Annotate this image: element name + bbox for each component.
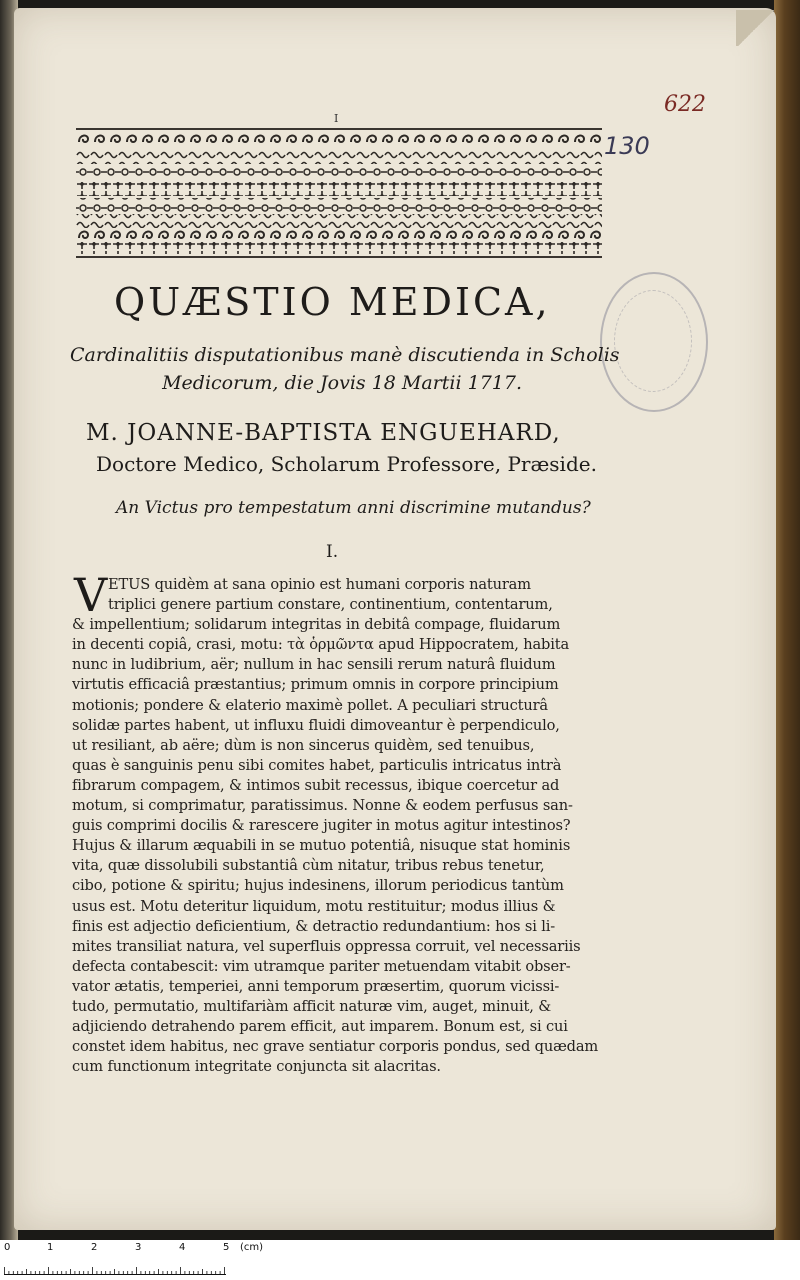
text-line: constet idem habitus, nec grave sentiatur corporis pondus, sed quædam: [72, 1038, 599, 1056]
text-line: motum, si comprimatur, paratissimus. Nonne & eodem perfusus san-: [72, 797, 573, 815]
text-line: cibo, potione & spiritu; hujus indesinens, illorum periodicus tantùm: [72, 877, 564, 895]
text-line: quas è sanguinis penu sibi comites habet, particulis intricatus intrà: [72, 756, 562, 774]
book-edge-right: [774, 0, 800, 1240]
subtitle-line: Medicorum, die Jovis 18 Martii 1717.: [162, 372, 522, 394]
signature-mark: I: [334, 112, 339, 125]
text-line: fibrarum compagem, & intimos subit recessus, ibique coercetur ad: [72, 776, 560, 794]
library-stamp-inner: [614, 290, 692, 392]
text-line: nunc in ludibrium, aër; nullum in hac sensili rerum naturâ fluidum: [72, 656, 556, 674]
text-line: cum functionum integritate conjuncta sit alacritas.: [72, 1058, 441, 1076]
handwritten-folio-number: 622: [664, 92, 706, 117]
text-line: finis est adjectio deficientium, & detractio redundantium: hos si li-: [72, 917, 556, 935]
text-line: in decenti copiâ, crasi, motu: τὰ ὁρμῶντα apud Hippocratem, habita: [72, 636, 570, 654]
text-line: tudo, permutatio, multifariàm afficit naturæ vim, auget, minuit, &: [72, 997, 552, 1015]
ruler-label: 0: [4, 1242, 11, 1253]
text-line: vator ætatis, temperiei, anni temporum præsertim, quorum vicissi-: [72, 977, 560, 995]
text-line: adjiciendo detrahendo parem efficit, aut imparem. Bonum est, si cui: [72, 1018, 568, 1036]
text-line: Hujus & illarum æquabili in se mutuo potentiâ, nisuque stat hominis: [72, 837, 571, 855]
ruler-unit: (cm): [240, 1242, 264, 1253]
subtitle-line: Cardinalitiis disputationibus manè discutienda in Scholis: [70, 344, 620, 366]
ruler-ticks: [4, 1266, 230, 1275]
ruler-label: 2: [91, 1242, 98, 1253]
text-line: ETUS quidèm at sana opinio est humani corporis naturam: [108, 576, 531, 593]
praeses-name: M. JOANNE-BAPTISTA ENGUEHARD,: [86, 420, 561, 446]
body-text: [72, 576, 606, 1078]
ruler-label: 3: [135, 1242, 142, 1253]
ruler-label: 5: [223, 1242, 230, 1253]
handwritten-annotation: 130: [604, 132, 650, 160]
text-line: mites transiliat natura, vel superfluis oppressa corruit, vel necessariis: [72, 937, 581, 955]
text-line: triplici genere partium constare, continentium, contentarum,: [108, 596, 553, 614]
text-line: usus est. Motu deteritur liquidum, motu restituitur; modus illius &: [72, 897, 556, 915]
text-line: ut resiliant, ab aëre; dùm is non sincerus quidèm, sed tenuibus,: [72, 736, 535, 754]
ruler-label: 4: [179, 1242, 186, 1253]
ruler-label: 1: [47, 1242, 54, 1253]
text-line: vita, quæ dissolubili substantiâ cùm nitatur, tribus rebus tenetur,: [72, 857, 545, 875]
headpiece-ornament: [76, 128, 602, 258]
page-corner-fold: [736, 10, 776, 46]
text-line: motionis; pondere & elaterio maximè pollet. A peculiari structurâ: [72, 696, 548, 714]
praeses-title: Doctore Medico, Scholarum Professore, Præside.: [96, 452, 597, 476]
page-title: QUÆSTIO MEDICA,: [114, 280, 551, 324]
drop-cap: V: [74, 568, 108, 622]
text-line: defecta contabescit: vim utramque pariter metuendam vitabit obser-: [72, 957, 571, 975]
section-number: I.: [326, 542, 339, 562]
text-line: & impellentium; solidarum integritas in debitâ compage, fluidarum: [72, 616, 561, 634]
question-heading: An Victus pro tempestatum anni discrimine mutandus?: [116, 498, 591, 518]
text-line: guis comprimi docilis & rarescere jugiter in motus agitur intestinos?: [72, 817, 571, 835]
text-line: virtutis efficaciâ præstantius; primum omnis in corpore principium: [72, 676, 559, 694]
text-line: solidæ partes habent, ut influxu fluidi dimoveantur è perpendiculo,: [72, 716, 560, 734]
ornament-pattern-icon: [76, 130, 602, 256]
